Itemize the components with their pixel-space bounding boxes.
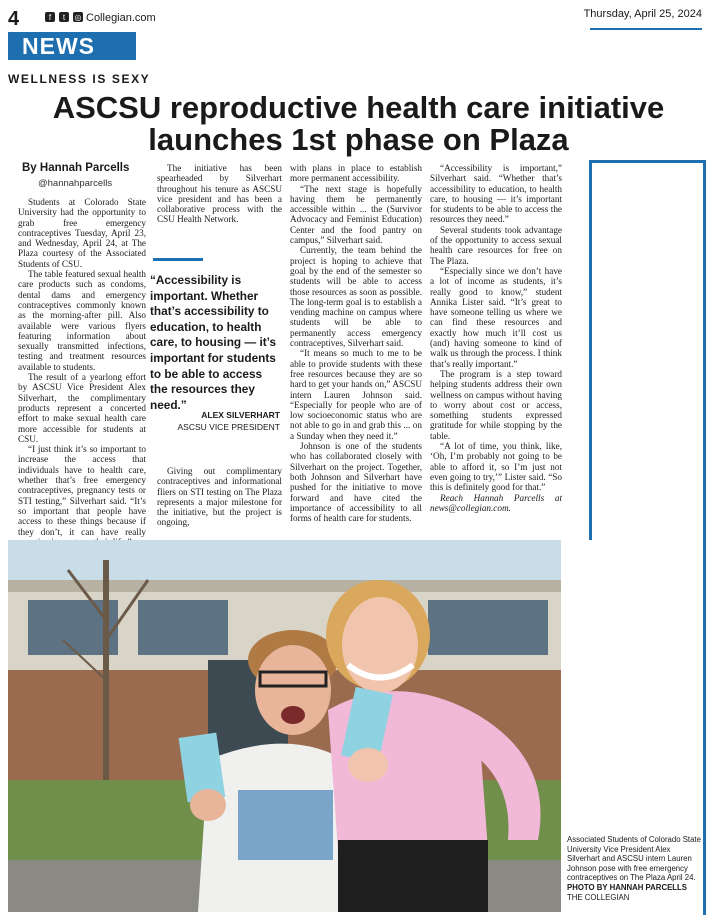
accent-rule-left <box>589 160 592 540</box>
article-column-4 <box>430 163 562 513</box>
paragraph: “Accessibility is important,” Silverhart said. “Whether that’s accessibility to education, to health care, to housing — it’s important for students to be able to access the resources they need.” <box>430 163 562 225</box>
issue-date: Thursday, April 25, 2024 <box>583 8 702 20</box>
paragraph: Students at Colorado State University had the opportunity to grab free emergency contraceptives Tuesday, April 23, and Wednesday, April 24, at The Plaza courtesy of the Associated Students of CSU. <box>18 197 146 269</box>
paragraph: “A lot of time, you think, like, ‘Oh, I’m probably not going to be able to afford it, so I’m just not even going to try,’” Lister said. “So this is definitely good for that.” <box>430 441 562 493</box>
page-number: 4 <box>8 8 20 30</box>
article-column-1 <box>18 197 146 547</box>
pull-quote-role: ASCSU VICE PRESIDENT <box>177 422 280 432</box>
paragraph: The result of a yearlong effort by ASCSU Vice President Alex Silverhart, the complimentary products represent a concerted effort to make sexual health care more accessible for students at CSU. <box>18 372 146 444</box>
paragraph: The table featured sexual health care products such as condoms, dental dams and emergency contraceptives commonly known as the morning-after pill. Also available were various flyers featuring information about sexually transmitted infections, testing and treatment resources available to students. <box>18 269 146 372</box>
headline-line-2: launches 1st phase on Plaza <box>148 122 569 157</box>
paragraph: Currently, the team behind the project is hoping to achieve that goal by the end of the semester so students will be able to access those resources as soon as possible. The long-term goal is to establish a vending machine on campus where students will be able to permanently access emergency contraceptives, Silverhart said. <box>290 245 422 349</box>
contact-line: Reach Hannah Parcells at news@collegian.com. <box>430 492 562 513</box>
paragraph: Several students took advantage of the opportunity to access sexual health care resources for free on The Plaza. <box>430 224 562 266</box>
paragraph: “I just think it’s so important to increase the access that individuals have to health care, whether that’s free emergency contraceptives, pregnancy tests or STI testing,” Silverhart said. “It’s so important that people have access to these things because if they don’t, it can have really <box>18 444 146 537</box>
photo-caption <box>567 835 702 902</box>
headline <box>20 92 697 156</box>
paragraph: with plans in place to establish more permanent accessibility. <box>290 163 422 184</box>
pull-quote-name: ALEX SILVERHART <box>201 410 280 420</box>
paragraph: Giving out complimentary contraceptives and informational fliers on STI testing on The Plaza represents a major milestone for the initiative, but the project is ongoing, <box>157 466 282 528</box>
article-column-2-top <box>157 163 282 225</box>
photo-illustration <box>8 540 561 912</box>
author-handle: @hannahparcells <box>38 178 113 189</box>
byline: By Hannah Parcells <box>22 162 130 174</box>
instagram-icon[interactable]: ◎ <box>74 12 82 22</box>
headline-line-1: ASCSU reproductive health care initiative <box>52 90 665 125</box>
pull-quote: “Accessibility is important. Whether that’s accessibility to education, to health care, to housing — it’s important for students to be able to access the resources they need.” <box>150 273 277 412</box>
pull-quote-rule <box>153 258 203 261</box>
paragraph: The initiative has been spearheaded by Silverhart throughout his tenure as ASCSU vice president and has been a collaborative process with the CSU Health Network. <box>157 163 282 225</box>
site-name[interactable]: Collegian.com <box>86 12 156 24</box>
section-banner: NEWS <box>8 32 136 60</box>
accent-rule-top <box>589 160 706 163</box>
date-rule <box>590 28 702 30</box>
kicker: WELLNESS IS SEXY <box>8 72 151 86</box>
paragraph: “Especially since we don’t have a lot of income as students, it’s really good to know,” student Annika Lister said. “It’s great to have someone telling us where we can find these resources and exactly how much it’ll cost us (and) having someone to kind of walk us through the process. I think that’s really important.” <box>430 265 562 369</box>
facebook-icon[interactable]: f <box>45 12 55 22</box>
accent-rule-right <box>703 160 706 915</box>
paragraph: “The next stage is hopefully having them be permanently accessible within ... the (Survivor Advocacy and Feminist Education) Center and the food pantry on campus,” Silverhart said. <box>290 183 422 246</box>
paragraph: Johnson is one of the students who has collaborated closely with Silverhart on the project. Together, both Johnson and Silverhart have pushed for the initiative to move forward and have cited the importance of accessibility to all forms of health care for students. <box>290 441 422 524</box>
caption-text: Associated Students of Colorado State University Vice President Alex Silverhart and ASCSU intern Lauren Johnson pose with free emergency contraceptives on The Plaza April 24. <box>567 835 701 883</box>
paragraph: The program is a step toward helping students address their own wellness on campus without having to worry about cost or access, something students expressed gratitude for while stopping by the table. <box>430 368 562 441</box>
twitter-icon[interactable]: t <box>59 12 69 22</box>
photo-credit: PHOTO BY HANNAH PARCELLS <box>567 882 687 892</box>
article-column-2-bottom <box>157 466 282 528</box>
social-icons <box>45 12 83 22</box>
article-photo <box>8 540 561 912</box>
photo-org: THE COLLEGIAN <box>567 892 630 902</box>
article-column-3 <box>290 163 422 523</box>
paragraph: “It means so much to me to be able to provide students with these free resources because they are so hard to get your hands on,” ASCSU intern Lauren Johnson said. “Especially for people who are of low socioeconomic status who are not able to go in and grab this ... on a Sunday when they need it.” <box>290 348 422 441</box>
